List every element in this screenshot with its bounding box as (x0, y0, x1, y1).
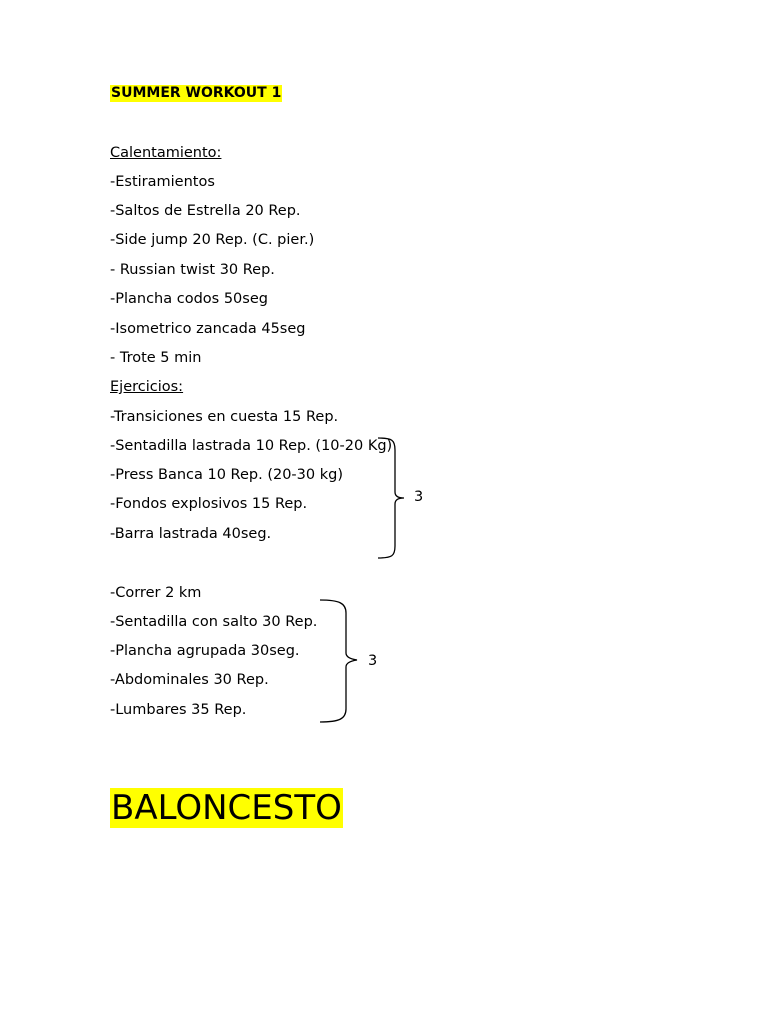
warmup-item: -Saltos de Estrella 20 Rep. (110, 203, 301, 219)
exercise-item: -Sentadilla con salto 30 Rep. (110, 614, 318, 630)
brace-block2-icon (317, 597, 361, 725)
warmup-item: -Side jump 20 Rep. (C. pier.) (110, 232, 315, 248)
warmup-item: - Trote 5 min (110, 350, 202, 366)
block2-sets: 3 (368, 653, 378, 669)
footer-heading: BALONCESTO (111, 788, 342, 828)
warmup-item: -Isometrico zancada 45seg (110, 321, 306, 337)
exercise-item: -Transiciones en cuesta 15 Rep. (110, 409, 339, 425)
exercise-item: -Correr 2 km (110, 585, 202, 601)
exercise-item: -Barra lastrada 40seg. (110, 526, 272, 542)
document-title: SUMMER WORKOUT 1 (111, 85, 282, 101)
exercise-item: -Fondos explosivos 15 Rep. (110, 496, 308, 512)
exercise-item: -Abdominales 30 Rep. (110, 672, 269, 688)
warmup-heading: Calentamiento: (110, 145, 222, 161)
exercise-item: -Plancha agrupada 30seg. (110, 643, 300, 659)
exercises-heading: Ejercicios: (110, 379, 184, 395)
exercise-item: -Lumbares 35 Rep. (110, 702, 247, 718)
block1-sets: 3 (414, 489, 424, 505)
warmup-item: - Russian twist 30 Rep. (110, 262, 275, 278)
brace-block1-icon (372, 436, 408, 562)
warmup-item: -Plancha codos 50seg (110, 291, 268, 307)
exercise-item: -Sentadilla lastrada 10 Rep. (10-20 Kg) (110, 438, 393, 454)
exercise-item: -Press Banca 10 Rep. (20-30 kg) (110, 467, 343, 483)
warmup-item: -Estiramientos (110, 174, 215, 190)
